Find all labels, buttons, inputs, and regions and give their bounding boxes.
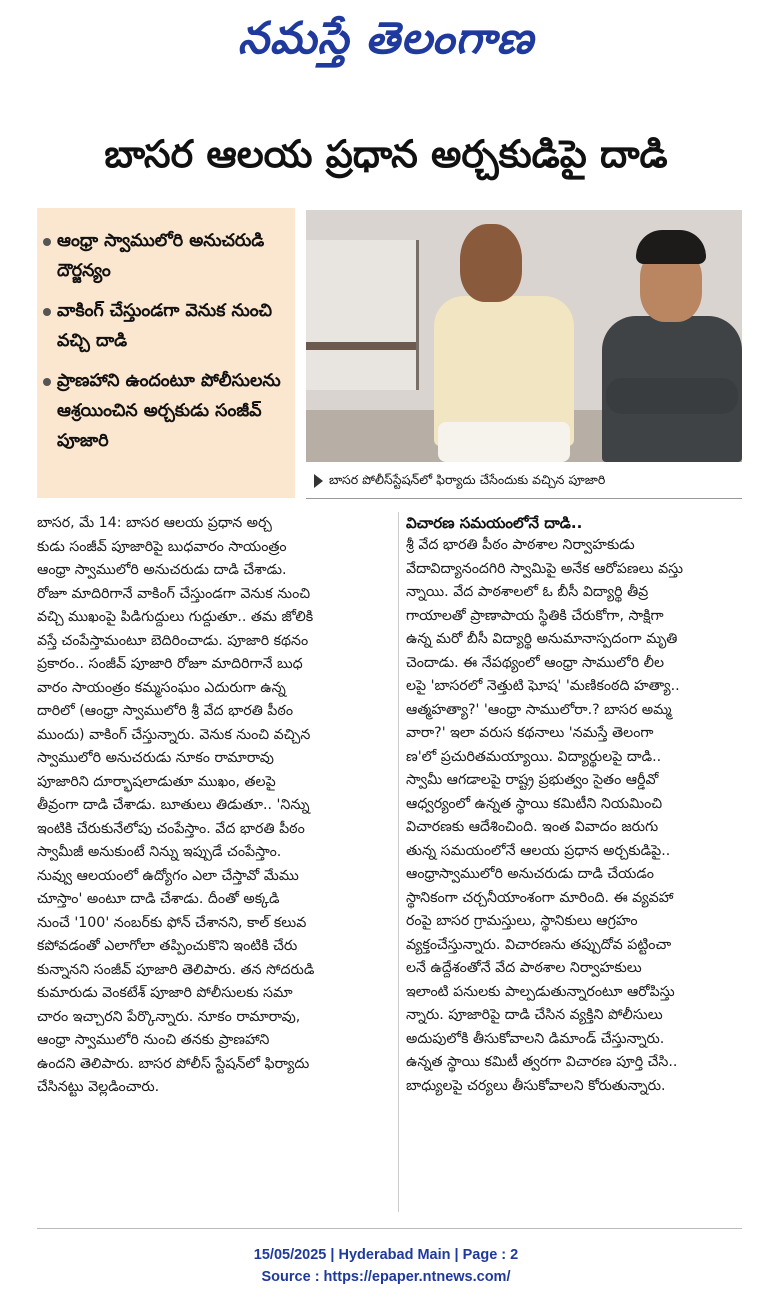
article-left-column <box>37 512 392 1100</box>
article-text-line: నువ్వు ఆలయంలో ఉద్యోగం ఎలా చేస్తావో మేము <box>37 867 299 884</box>
highlight-text: ప్రాణహాని ఉందంటూ పోలీసులను ఆశ్రయించిన అర్చకుడు సంజీవ్ పూజారి <box>57 371 281 451</box>
article-text-line: చారం ఇచ్చారని పేర్కొన్నారు. నూకం రామారావు, <box>37 1008 301 1025</box>
article-text-line: కపోవడంతో ఎలాగోలా తప్పించుకొని ఇంటికి చేరు <box>37 938 298 954</box>
right-column-body <box>406 534 742 1098</box>
article-text-line: ఆంధ్రా స్వాములోరి అనుచరుడు దాడి చేశాడు. <box>37 562 287 578</box>
article-text-line: ముందు) వాకింగ్ చేస్తున్నారు. వెనుక నుంచి వచ్చిన <box>37 726 311 743</box>
article-text-line: ప్రకారం.. సంజీవ్ పూజారి రోజూ మాదిరిగానే బుధ <box>37 656 303 672</box>
bullet-icon <box>43 308 51 316</box>
column-divider <box>398 512 399 1212</box>
article-headline: బాసర ఆలయ ప్రధాన అర్చకుడిపై దాడి <box>104 132 668 176</box>
caption-arrow-icon <box>314 474 323 488</box>
article-text-line: ఇంటికి చేరుకునేలోపు చంపేస్తాం. వేద భారతి పీఠం <box>37 820 305 837</box>
article-right-column <box>406 512 742 1098</box>
footer-divider <box>37 1228 742 1229</box>
article-text-line: చెందాడు. ఈ నేపథ్యంలో ఆంధ్రా సాములోరి లీల <box>406 654 665 671</box>
article-text-line: ఆత్మహత్యా?' 'ఆంధ్రా సాములోరా.? బాసర అమ్మ <box>406 701 672 718</box>
article-text-line: కుమారుడు వెంకటేశ్ పూజారి పోలీసులకు సమా <box>37 985 293 1001</box>
article-text-line: కుడు సంజీవ్ పూజారిపై బుధవారం సాయంత్రం <box>37 538 287 555</box>
article-text-line: ఆంధ్రాస్వాములోరి అనుచరుడు దాడి చేయడం <box>406 866 654 882</box>
article-text-line: న్నారు. పూజారిపై దాడి చేసిన వ్యక్తిని పోలీసులు <box>406 1007 663 1023</box>
article-text-line: స్థానికంగా చర్చనీయాంశంగా మారింది. ఈ వ్యవహా <box>406 889 674 906</box>
article-text-line: బాధ్యులపై చర్యలు తీసుకోవాలని కోరుతున్నారు. <box>406 1077 666 1094</box>
article-photo <box>306 210 742 462</box>
highlight-item <box>43 226 285 286</box>
article-text-line: వారా?' ఇలా వరుస కథనాలు 'నమస్తే తెలంగా <box>406 725 654 741</box>
newspaper-masthead: నమస్తే తెలంగాణ <box>237 13 535 64</box>
article-text-line: ఉన్న మరో బీసీ విద్యార్థి అనుమానాస్పదంగా మృతి <box>406 631 678 647</box>
article-text-line: వస్తే చంపేస్తామంటూ బెదిరించాడు. పూజారి కథనం <box>37 632 309 649</box>
article-text-line: న్నాయి. వేద పాఠశాలలో ఓ బీసీ విద్యార్థి తీవ్ర <box>406 584 649 600</box>
article-text-line: రంపై బాసర గ్రామస్తులు, స్థానికులు ఆగ్రహం <box>406 913 638 929</box>
bullet-icon <box>43 238 51 246</box>
section-subhead: విచారణ సమయంలోనే దాడి.. <box>406 514 583 532</box>
article-text-line: చేసినట్టు వెల్లడించారు. <box>37 1079 160 1095</box>
article-text-line: శ్రీ వేద భారతి పీఠం పాఠశాల నిర్వాహకుడు <box>406 537 635 553</box>
article-text-line: తున్న సమయంలోనే ఆలయ ప్రధాన అర్చకుడిపై.. <box>406 842 671 859</box>
article-text-line: వేదావిద్యానందగిరి స్వామిపై అనేక ఆరోపణలు వస్తు <box>406 560 684 577</box>
article-text-line: ఇలాంటి పనులకు పాల్పడుతున్నారంటూ ఆరోపిస్తు <box>406 983 675 1000</box>
article-text-line: ఉన్నత స్థాయి కమిటీ త్వరగా విచారణ పూర్తి చేసి.. <box>406 1054 678 1070</box>
article-text-line: అదుపులోకి తీసుకోవాలని డిమాండ్ చేస్తున్నారు. <box>406 1030 665 1047</box>
highlight-item <box>43 296 285 356</box>
highlight-item <box>43 366 285 456</box>
article-text-line: చూస్తాం' అంటూ దాడి చేశాడు. దీంతో అక్కడి <box>37 891 280 907</box>
article-text-line: లనే ఉద్దేశంతోనే వేద పాఠశాల నిర్వాహకులు <box>406 960 642 976</box>
article-text-line: స్వాములోరి అనుచరుడు నూకం రామారావు <box>37 750 274 766</box>
article-text-line: పూజారిని దూర్భాషలాడుతూ ముఖం, తలపై <box>37 773 276 790</box>
footer-source-line: Source : https://epaper.ntnews.com/ <box>261 1269 511 1285</box>
caption-text: బాసర పోలీస్‌స్టేషన్‌లో ఫిర్యాదు చేసేందుకు వచ్చిన పూజారి <box>329 472 606 487</box>
photo-caption <box>306 462 742 498</box>
priest-figure <box>434 224 574 462</box>
page-footer <box>0 1244 772 1288</box>
article-text-line: గాయాలతో ప్రాణాపాయ స్థితికి చేరుకోగా, సాక్షిగా <box>406 607 664 624</box>
young-man-figure <box>596 230 742 462</box>
article-text-line: ఉందని తెలిపారు. బాసర పోలీస్ స్టేషన్‌లో ఫిర్యాదు <box>37 1055 310 1072</box>
highlight-text: వాకింగ్ చేస్తుండగా వెనుక నుంచి వచ్చి దాడి <box>57 301 273 351</box>
article-text-line: విచారణకు ఆదేశించింది. ఇంత వివాదం జరుగు <box>406 819 659 835</box>
article-text-line: వ్యక్తంచేస్తున్నారు. విచారణను తప్పుదోవ పట్టించా <box>406 936 672 953</box>
caption-divider <box>306 498 742 499</box>
article-text-line: లపై 'బాసరలో నెత్తుటి ఘోష' 'మణికంఠది హత్యా.. <box>406 678 680 694</box>
article-text-line: కున్నానని సంజీవ్ పూజారి తెలిపారు. తన సోదరుడి <box>37 961 315 978</box>
article-text-line: తీవ్రంగా దాడి చేశాడు. బూతులు తిడుతూ.. 'నిన్ను <box>37 797 310 813</box>
article-text-line: ఆధ్వర్యంలో ఉన్నత స్థాయి కమిటీని నియమించి <box>406 795 663 812</box>
article-text-line: స్వామీజీ అనుకుంటే నిన్ను ఇప్పుడే చంపేస్తాం. <box>37 844 282 860</box>
article-text-line: ఆంధ్రా స్వాములోరి నుంచి తనకు ప్రాణహాని <box>37 1032 270 1048</box>
article-text-line: ణ'లో ప్రచురితమయ్యాయి. విద్యార్థులపై దాడి.. <box>406 748 662 765</box>
article-text-line: దారిలో (ఆంధ్రా స్వాములోరి శ్రీ వేద భారతి పీఠం <box>37 703 294 719</box>
bullet-icon <box>43 378 51 386</box>
article-text-line: రోజూ మాదిరిగానే వాకింగ్ చేస్తుండగా వెనుక నుంచి <box>37 585 311 602</box>
article-text-line: వారం సాయంత్రం కమ్మసంఘం ఎదురుగా ఉన్న <box>37 679 286 696</box>
article-text-line: స్వామీ ఆగడాలపై రాష్ట్ర ప్రభుత్వం సైతం ఆర్డీవో <box>406 772 659 788</box>
article-text-line: బాసర, మే 14: బాసర ఆలయ ప్రధాన అర్చ <box>37 515 272 531</box>
article-text-line: నుంచే '100' నంబర్‌కు ఫోన్ చేశానని, కాల్ కలువ <box>37 914 307 931</box>
article-text-line: వచ్చి ముఖంపై పిడిగుద్దులు గుద్దుతూ.. తమ జోలికి <box>37 609 314 625</box>
footer-edition-line: 15/05/2025 | Hyderabad Main | Page : 2 <box>253 1247 519 1263</box>
highlight-text: ఆంధ్రా స్వాములోరి అనుచరుడి దౌర్జన్యం <box>57 231 265 281</box>
highlights-box <box>37 208 295 498</box>
